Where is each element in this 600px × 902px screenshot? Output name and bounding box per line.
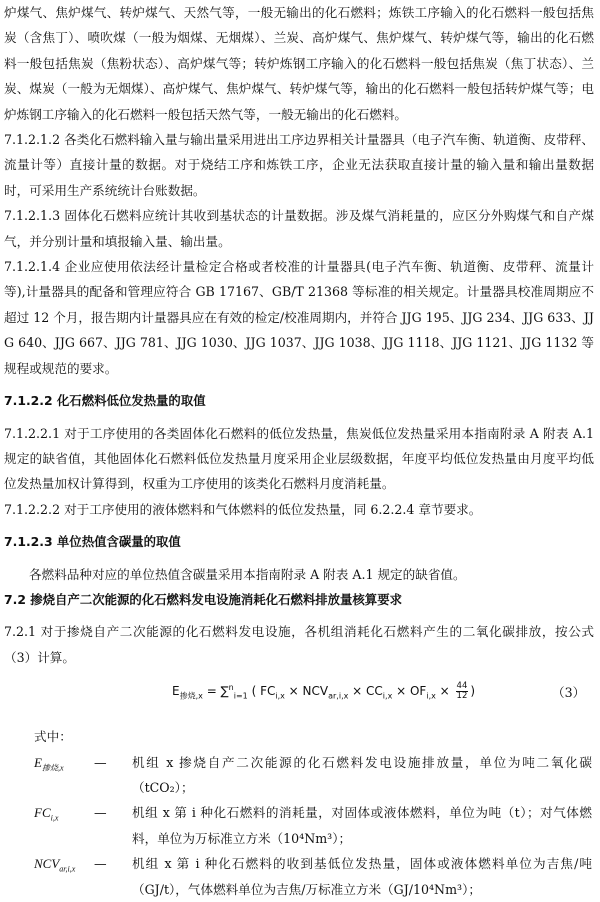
paragraph-7-1-2-1-3: 7.1.2.1.3 固体化石燃料应统计其收到基状态的计量数据。涉及煤气消耗量的，应区分外购煤气和自产煤气，并分别计量和填报输入量、输出量。 [4,208,594,249]
formula-3 [4,674,594,716]
paragraph-7-2-1: 7.2.1 对于掺烧自产二次能源的化石燃料发电设施，各机组消耗化石燃料产生的二氧化碳排放，按公式（3）计算。 [4,624,594,665]
where-label: 式中： [34,729,72,745]
heading-7-1-2-2: 7.1.2.2 化石燃料低位发热量的取值 [4,393,206,409]
paragraph-7-1-2-1-4: 7.1.2.1.4 企业应使用依法经计量检定合格或者校准的计量器具(电子汽车衡、轨道衡、皮带秤、流量计等),计量器具的配备和管理应符合 GB 17167、GB/T 21368 等标准的相关规定。计量器具校准周期应不超过 12 个月，报告期内计量器具应在有效的检定/校准周期内，并符合 JJG 195、JJG 234、JJG 633、JJG 640、JJG 667、JJG 781、JJG 1030、JJG 1037、JJG 1038、JJG 1118、JJG 1121、JJG 1132 等规程或规范的要求。 [4,259,594,376]
paragraph-7-1-2-1-2: 7.1.2.1.2 各类化石燃料输入量与输出量采用进出工序边界相关计量器具（电子汽车衡、轨道衡、皮带秤、流量计等）直接计量的数据。对于烧结工序和炼铁工序，企业无法获取直接计量的输入量和输出量数据时，可采用生产系统统计台账数据。 [4,132,594,198]
document-page [4,0,594,902]
paragraph-7-1-2-2-1: 7.1.2.2.1 对于工序使用的各类固体化石燃料的低位发热量，焦炭低位发热量采用本指南附录 A 附表 A.1 规定的缺省值，其他固体化石燃料低位发热量月度采用企业层级数据，年度平均低位发热量由月度平均低位发热量加权计算得到，权重为工序使用的该类化石燃料月度消耗量。 [4,425,594,492]
definition-row: $FC_{i,x}$ — 机组 x 第 i 种化石燃料的消耗量，对固体或液体燃料，单位为吨（t）；对气体燃料，单位为万标准立方米（10⁴Nm³）； [34,805,592,846]
equation-number: （3） [552,685,586,701]
heading-7-2: 7.2 掺烧自产二次能源的化石燃料发电设施消耗化石燃料排放量核算要求 [4,591,402,607]
paragraph-fuel-scope: 炉煤气、焦炉煤气、转炉煤气、天然气等，一般无输出的化石燃料；炼铁工序输入的化石燃料一般包括焦炭（含焦丁）、喷吹煤（一般为烟煤、无烟煤）、兰炭、高炉煤气、焦炉煤气、转炉煤气等，输出的化石燃料一般包括焦炭（焦粉状态）、高炉煤气等；转炉炼钢工序输入的化石燃料一般包括焦炭（焦丁状态）、兰炭、煤炭（一般为无烟煤）、高炉煤气、焦炉煤气、转炉煤气等，输出的化石燃料一般包括转炉煤气等；电炉炼钢工序输入的化石燃料一般包括天然气等，一般无输出的化石燃料。 [4,5,594,122]
definition-row: $NCV_{ar,i,x}$ — 机组 x 第 i 种化石燃料的收到基低位发热量，固体或液体燃料单位为吉焦/吨（GJ/t），气体燃料单位为吉焦/万标准立方米（GJ/10⁴Nm³）； [34,856,592,897]
heading-7-1-2-3: 7.1.2.3 单位热值含碳量的取值 [4,534,181,550]
paragraph-7-1-2-3: 各燃料品种对应的单位热值含碳量采用本指南附录 A 附表 A.1 规定的缺省值。 [29,566,466,582]
formula-expression: $E_{掺烧,x} = \sum^n_{i=1}$ ( $FC_{i,x} \times NCV_{ar,i,x} \times CC_{i,x} \times OF_{i,x}$ × $\frac{44}{12}$ ) [172,681,476,702]
paragraph-7-1-2-2-2: 7.1.2.2.2 对于工序使用的液体燃料和气体燃料的低位发热量，同 6.2.2.4 章节要求。 [4,501,482,517]
fraction-44-12: $\frac{44}{12}$ [456,681,468,702]
definition-row: $E_{掺烧,x}$ — 机组 x 掺烧自产二次能源的化石燃料发电设施排放量，单位为吨二氧化碳（tCO₂）； [34,754,592,795]
